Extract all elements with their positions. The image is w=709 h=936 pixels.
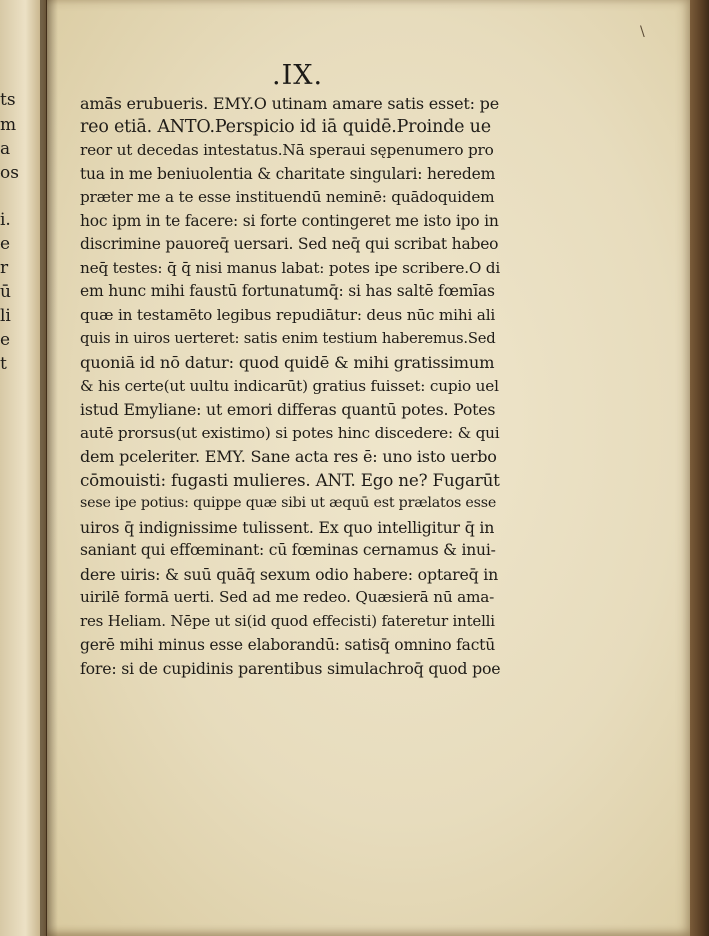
left-page-fragment: os — [0, 163, 19, 183]
text-line: em hunc mihi faustū fortunatumq̄: si has saltē fœmīas — [80, 282, 495, 301]
text-line: autē prorsus(ut existimo) si potes hinc discedere: & qui — [80, 423, 500, 442]
text-line: quӕ in testamēto legibus repudiātur: deus nūc mihi ali — [80, 305, 496, 324]
page-corner-mark: \ — [640, 24, 645, 40]
right-book-edge — [690, 0, 709, 936]
text-line: dere uiris: & suū quāq̄ sexum odio habere: optareq̄ in — [80, 564, 499, 584]
text-line: neq̄ testes: q̄ q̄ nisi manus labat: potes ipe scribere.O di — [80, 258, 501, 277]
left-page-fragment: r — [0, 258, 9, 278]
text-line: dem pceleriter. EMY. Sane acta res ē: uno isto uerbo — [80, 447, 497, 467]
left-page-fragment: e — [0, 234, 11, 254]
text-line: reo etiā. ANTO.Perspicio id iā quidē.Proinde ue — [80, 116, 491, 137]
page-text-block — [80, 92, 500, 681]
left-page-fragment: i. — [0, 210, 11, 230]
text-line: quoniā id nō datur: quod quidē & mihi gratissimum — [80, 353, 495, 373]
text-line: & his certe(ut uultu indicarūt) gratius fuisset: cupio uel — [80, 376, 499, 395]
gutter-shadow — [40, 0, 58, 936]
text-line: uiros q̄ indignissime tulissent. Ex quo intelligitur q̄ in — [80, 517, 495, 537]
left-page-fragment: ts — [0, 90, 16, 110]
left-page-fragment: m — [0, 115, 17, 135]
text-line: gerē mihi minus esse elaborandū: satisq̄ omnino factū — [80, 635, 495, 654]
text-line: hoc ipm in te facere: si forte contingeret me isto ipo in — [80, 211, 499, 230]
text-line: saniant qui effœminant: cū fœminas cernamus & inui- — [80, 541, 496, 560]
left-page-fragment: t — [0, 354, 7, 374]
text-line: res Heliam. Nēpe ut si(id quod effecisti) fateretur intelli — [80, 612, 495, 631]
left-page-fragment: a — [0, 139, 11, 159]
left-page-fragment: e — [0, 330, 11, 350]
left-page-fragment: ū — [0, 282, 11, 302]
text-line: discrimine pauoreq̄ uersari. Sed neq̄ qui scribat habeo — [80, 235, 499, 254]
text-line: fore: si de cupidinis parentibus simulachroq̄ quod poe — [80, 659, 501, 679]
text-line: quis in uiros uerteret: satis enim testium haberemus.Sed — [80, 330, 496, 348]
text-line: tua in me beniuolentia & charitate singulari: heredem — [80, 164, 496, 183]
text-line: reor ut decedas intestatus.Nā speraui sępenumero pro — [80, 141, 494, 160]
text-line: istud Emyliane: ut emori differas quantū potes. Potes — [80, 400, 496, 420]
page-number: .IX. — [272, 60, 324, 91]
text-line: prӕter me a te esse instituendū neminē: quādoquidem — [80, 188, 495, 207]
left-page-fragment: li — [0, 306, 11, 326]
text-line: uirilē formā uerti. Sed ad me redeo. Quӕsierā nū ama- — [80, 588, 495, 607]
text-line: sese ipe potius: quippe quӕ sibi ut ӕquū est prӕlatos esse — [80, 495, 497, 512]
text-line: cōmouisti: fugasti mulieres. ANT. Ego ne? Fugarūt — [80, 469, 500, 490]
text-line: amā̄s erubueris. EMY.O utinam amare satis esset: pe — [80, 94, 499, 113]
